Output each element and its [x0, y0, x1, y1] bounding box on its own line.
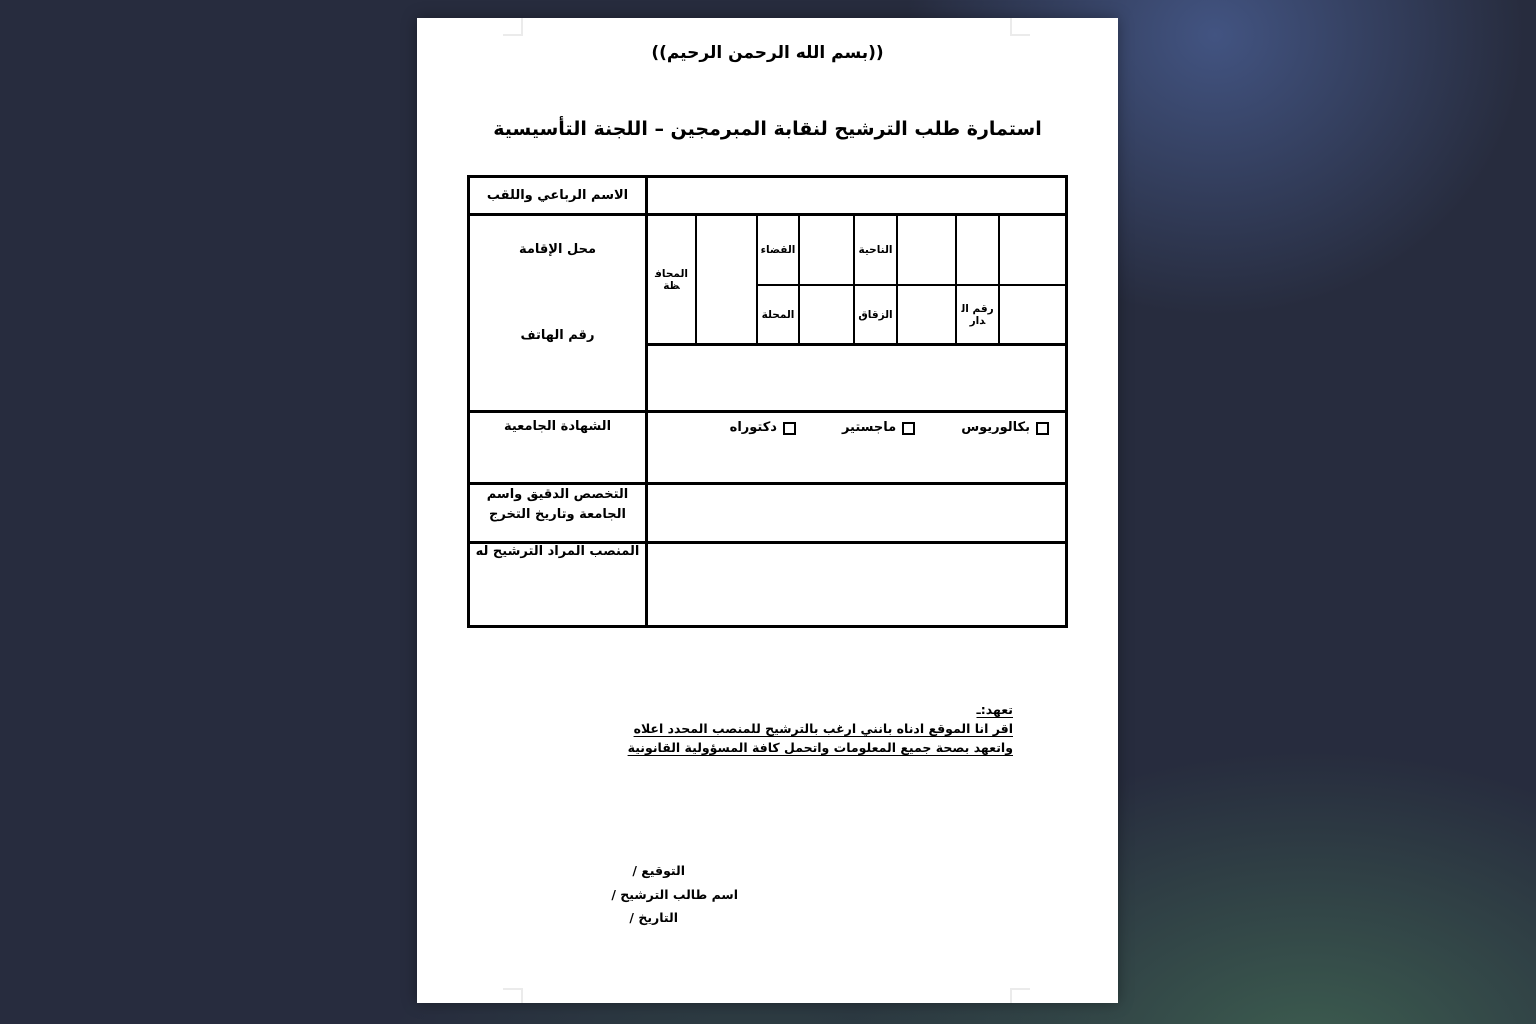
governorate-label: المحافظة: [655, 267, 688, 292]
governorate-input-cell[interactable]: [697, 216, 758, 343]
residence-label: محل الإقامة: [518, 242, 596, 257]
residence-grid: [648, 216, 1065, 346]
pledge-line-2: واتعهد بصحة جميع المعلومات واتحمل كافة المسؤولية القانونية: [627, 740, 1013, 755]
document-page: [417, 18, 1118, 1003]
bismillah-text: ((بسم الله الرحمن الرحيم)): [651, 43, 884, 63]
position-field[interactable]: [648, 544, 1065, 625]
master-label: ماجستير: [841, 420, 897, 435]
district-input-column: [800, 216, 855, 343]
residence-phone-row: [470, 216, 1065, 413]
signature-line: التوقيع /: [632, 863, 685, 878]
house-no-label: رقم الدار: [961, 302, 994, 327]
neighborhood-label: المحلة: [761, 308, 795, 321]
full-name-label: الاسم الرباعي واللقب: [470, 178, 648, 213]
pledge-heading: تعهد:ـ: [976, 702, 1013, 717]
alley-input-cell[interactable]: [898, 286, 955, 343]
subdistrict-input-column: [898, 216, 957, 343]
district-label: القضاء: [760, 244, 796, 256]
degree-row: [470, 413, 1065, 485]
bachelor-label: بكالوريوس: [961, 420, 1030, 435]
specialization-row: [470, 485, 1065, 544]
margin-mark-bottom-left: [503, 988, 523, 1003]
full-name-row: [470, 178, 1065, 216]
degree-options: [648, 413, 1065, 435]
degree-option-bachelor: [961, 420, 1049, 435]
degree-option-doctorate: [730, 420, 796, 435]
pledge-section: [628, 700, 1013, 757]
house-no-input-cell[interactable]: [1000, 286, 1065, 343]
residence-grid-area: [648, 216, 1065, 410]
degree-option-master: [842, 420, 915, 435]
margin-mark-top-right: [1010, 18, 1030, 36]
subdistrict-input-cell[interactable]: [898, 216, 955, 286]
master-checkbox[interactable]: [902, 422, 915, 435]
empty-cell[interactable]: [1000, 216, 1065, 286]
degree-label: الشهادة الجامعية: [470, 413, 648, 482]
subdistrict-column: [855, 216, 898, 343]
house-no-input-column: [1000, 216, 1065, 343]
position-label: المنصب المراد الترشيح له: [470, 544, 648, 625]
alley-label: الزقاق: [858, 308, 893, 321]
specialization-label: التخصص الدقيق واسم الجامعة وتاريخ التخرج: [470, 485, 648, 541]
position-row: [470, 544, 1065, 625]
district-input-cell[interactable]: [800, 216, 853, 286]
pledge-line-1: اقر انا الموقع ادناه بانني ارغب بالترشيح للمنصب المحدد اعلاه: [633, 721, 1013, 736]
bachelor-checkbox[interactable]: [1036, 422, 1049, 435]
governorate-label-cell: [648, 216, 697, 343]
phone-label: رقم الهاتف: [520, 328, 595, 343]
nomination-form-table: [467, 175, 1068, 628]
neighborhood-input-cell[interactable]: [800, 286, 853, 343]
specialization-field[interactable]: [648, 485, 1065, 541]
district-column: [758, 216, 800, 343]
applicant-name-line: اسم طالب الترشيح /: [611, 887, 738, 902]
phone-field[interactable]: [648, 346, 1065, 410]
empty-cell[interactable]: [957, 216, 998, 286]
date-line: التاريخ /: [629, 910, 678, 925]
margin-mark-bottom-right: [1010, 988, 1030, 1003]
degree-options-cell: [648, 413, 1065, 482]
full-name-field[interactable]: [648, 178, 1065, 213]
page-title: استمارة طلب الترشيح لنقابة المبرمجين – اللجنة التأسيسية: [493, 118, 1042, 140]
doctorate-label: دكتوراه: [729, 420, 777, 435]
residence-phone-label-cell: [470, 216, 648, 410]
subdistrict-label: الناحية: [858, 244, 893, 256]
doctorate-checkbox[interactable]: [783, 422, 796, 435]
house-no-column: [957, 216, 1000, 343]
margin-mark-top-left: [503, 18, 523, 36]
